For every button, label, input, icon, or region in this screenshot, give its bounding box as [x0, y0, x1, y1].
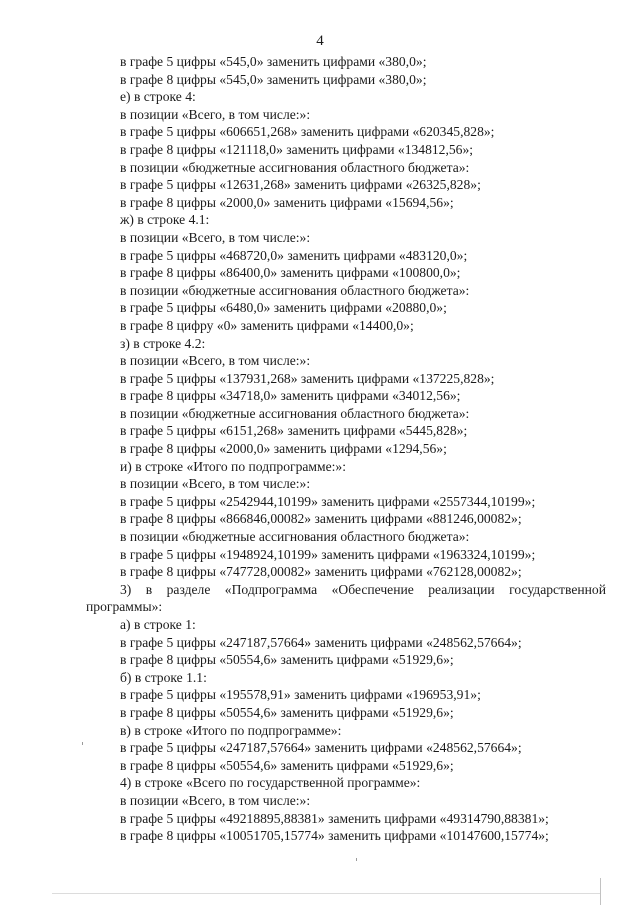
text-line: в позиции «Всего, в том числе:»:: [120, 229, 311, 245]
text-line: в графе 5 цифры «606651,268» заменить цифрами «620345,828»;: [120, 124, 495, 140]
amendment-list-part-2: [86, 616, 606, 845]
text-line: в графе 8 цифры «10051705,15774» заменить цифрами «10147600,15774»;: [120, 828, 549, 844]
text-line: в графе 5 цифры «195578,91» заменить цифрами «196953,91»;: [120, 687, 481, 703]
text-line: е) в строке 4:: [120, 89, 196, 105]
section-3-heading-line-2: программы»:: [86, 599, 163, 615]
text-line: в графе 8 цифры «50554,6» заменить цифрами «51929,6»;: [120, 757, 454, 773]
page-number: 4: [316, 33, 324, 49]
text-line: в графе 8 цифры «2000,0» заменить цифрами «1294,56»;: [120, 441, 447, 457]
text-line: в графе 5 цифры «545,0» заменить цифрами «380,0»;: [120, 54, 427, 69]
scan-mark-dot: [82, 742, 83, 745]
text-line: в позиции «Всего, в том числе:»:: [120, 792, 311, 808]
text-line: з) в строке 4.2:: [120, 335, 206, 351]
text-line: в графе 5 цифры «137931,268» заменить цифрами «137225,828»;: [120, 370, 495, 386]
text-line: в графе 5 цифры «247187,57664» заменить цифрами «248562,57664»;: [120, 740, 522, 756]
text-line: в позиции «бюджетные ассигнования областного бюджета»:: [120, 159, 470, 175]
text-line: в графе 5 цифры «6151,268» заменить цифрами «5445,828»;: [120, 423, 468, 439]
text-line: в позиции «Всего, в том числе:»:: [120, 476, 311, 492]
text-line: в графе 5 цифры «6480,0» заменить цифрами «20880,0»;: [120, 300, 447, 316]
text-line: б) в строке 1.1:: [120, 669, 207, 685]
text-line: в) в строке «Итого по подпрограмме»:: [120, 722, 342, 738]
text-line: в графе 8 цифры «2000,0» заменить цифрами «15694,56»;: [120, 194, 454, 210]
text-line: ж) в строке 4.1:: [120, 212, 210, 228]
scan-mark-corner: [600, 878, 601, 905]
text-line: в графе 8 цифру «0» заменить цифрами «14400,0»;: [120, 317, 414, 333]
text-line: в графе 5 цифры «1948924,10199» заменить цифрами «1963324,10199»;: [120, 546, 536, 562]
section-3-heading-line-1: 3) в разделе «Подпрограмма «Обеспечение реализации государственной: [120, 581, 606, 597]
text-line: в графе 8 цифры «747728,00082» заменить цифрами «762128,00082»;: [120, 564, 522, 580]
text-line: в графе 8 цифры «50554,6» заменить цифрами «51929,6»;: [120, 704, 454, 720]
text-line: в графе 8 цифры «50554,6» заменить цифрами «51929,6»;: [120, 652, 454, 668]
text-line: а) в строке 1:: [120, 617, 196, 632]
text-line: в графе 5 цифры «468720,0» заменить цифрами «483120,0»;: [120, 247, 468, 263]
amendment-list-part-1: [86, 53, 606, 581]
text-line: в позиции «бюджетные ассигнования областного бюджета»:: [120, 282, 470, 298]
text-line: 4) в строке «Всего по государственной программе»:: [120, 775, 421, 791]
text-line: в позиции «Всего, в том числе:»:: [120, 106, 311, 122]
text-line: в графе 8 цифры «86400,0» заменить цифрами «100800,0»;: [120, 265, 461, 281]
text-line: в графе 5 цифры «247187,57664» заменить цифрами «248562,57664»;: [120, 634, 522, 650]
text-line: в позиции «бюджетные ассигнования областного бюджета»:: [120, 405, 470, 421]
text-line: в графе 5 цифры «12631,268» заменить цифрами «26325,828»;: [120, 177, 481, 193]
text-line: в графе 8 цифры «34718,0» заменить цифрами «34012,56»;: [120, 388, 461, 404]
text-line: в графе 5 цифры «2542944,10199» заменить цифрами «2557344,10199»;: [120, 493, 536, 509]
section-3-heading: [86, 581, 606, 616]
text-line: в позиции «Всего, в том числе:»:: [120, 353, 311, 369]
text-line: в графе 8 цифры «545,0» заменить цифрами «380,0»;: [120, 71, 427, 87]
document-body: [86, 53, 606, 845]
scan-mark-bottom-rule: [52, 893, 600, 894]
text-line: и) в строке «Итого по подпрограмме:»:: [120, 458, 346, 474]
text-line: в графе 8 цифры «866846,00082» заменить цифрами «881246,00082»;: [120, 511, 522, 527]
text-line: в графе 8 цифры «121118,0» заменить цифрами «134812,56»;: [120, 141, 474, 157]
text-line: в графе 5 цифры «49218895,88381» заменить цифрами «49314790,88381»;: [120, 810, 549, 826]
text-line: в позиции «бюджетные ассигнования областного бюджета»:: [120, 529, 470, 545]
scan-mark-dot: [356, 858, 357, 861]
